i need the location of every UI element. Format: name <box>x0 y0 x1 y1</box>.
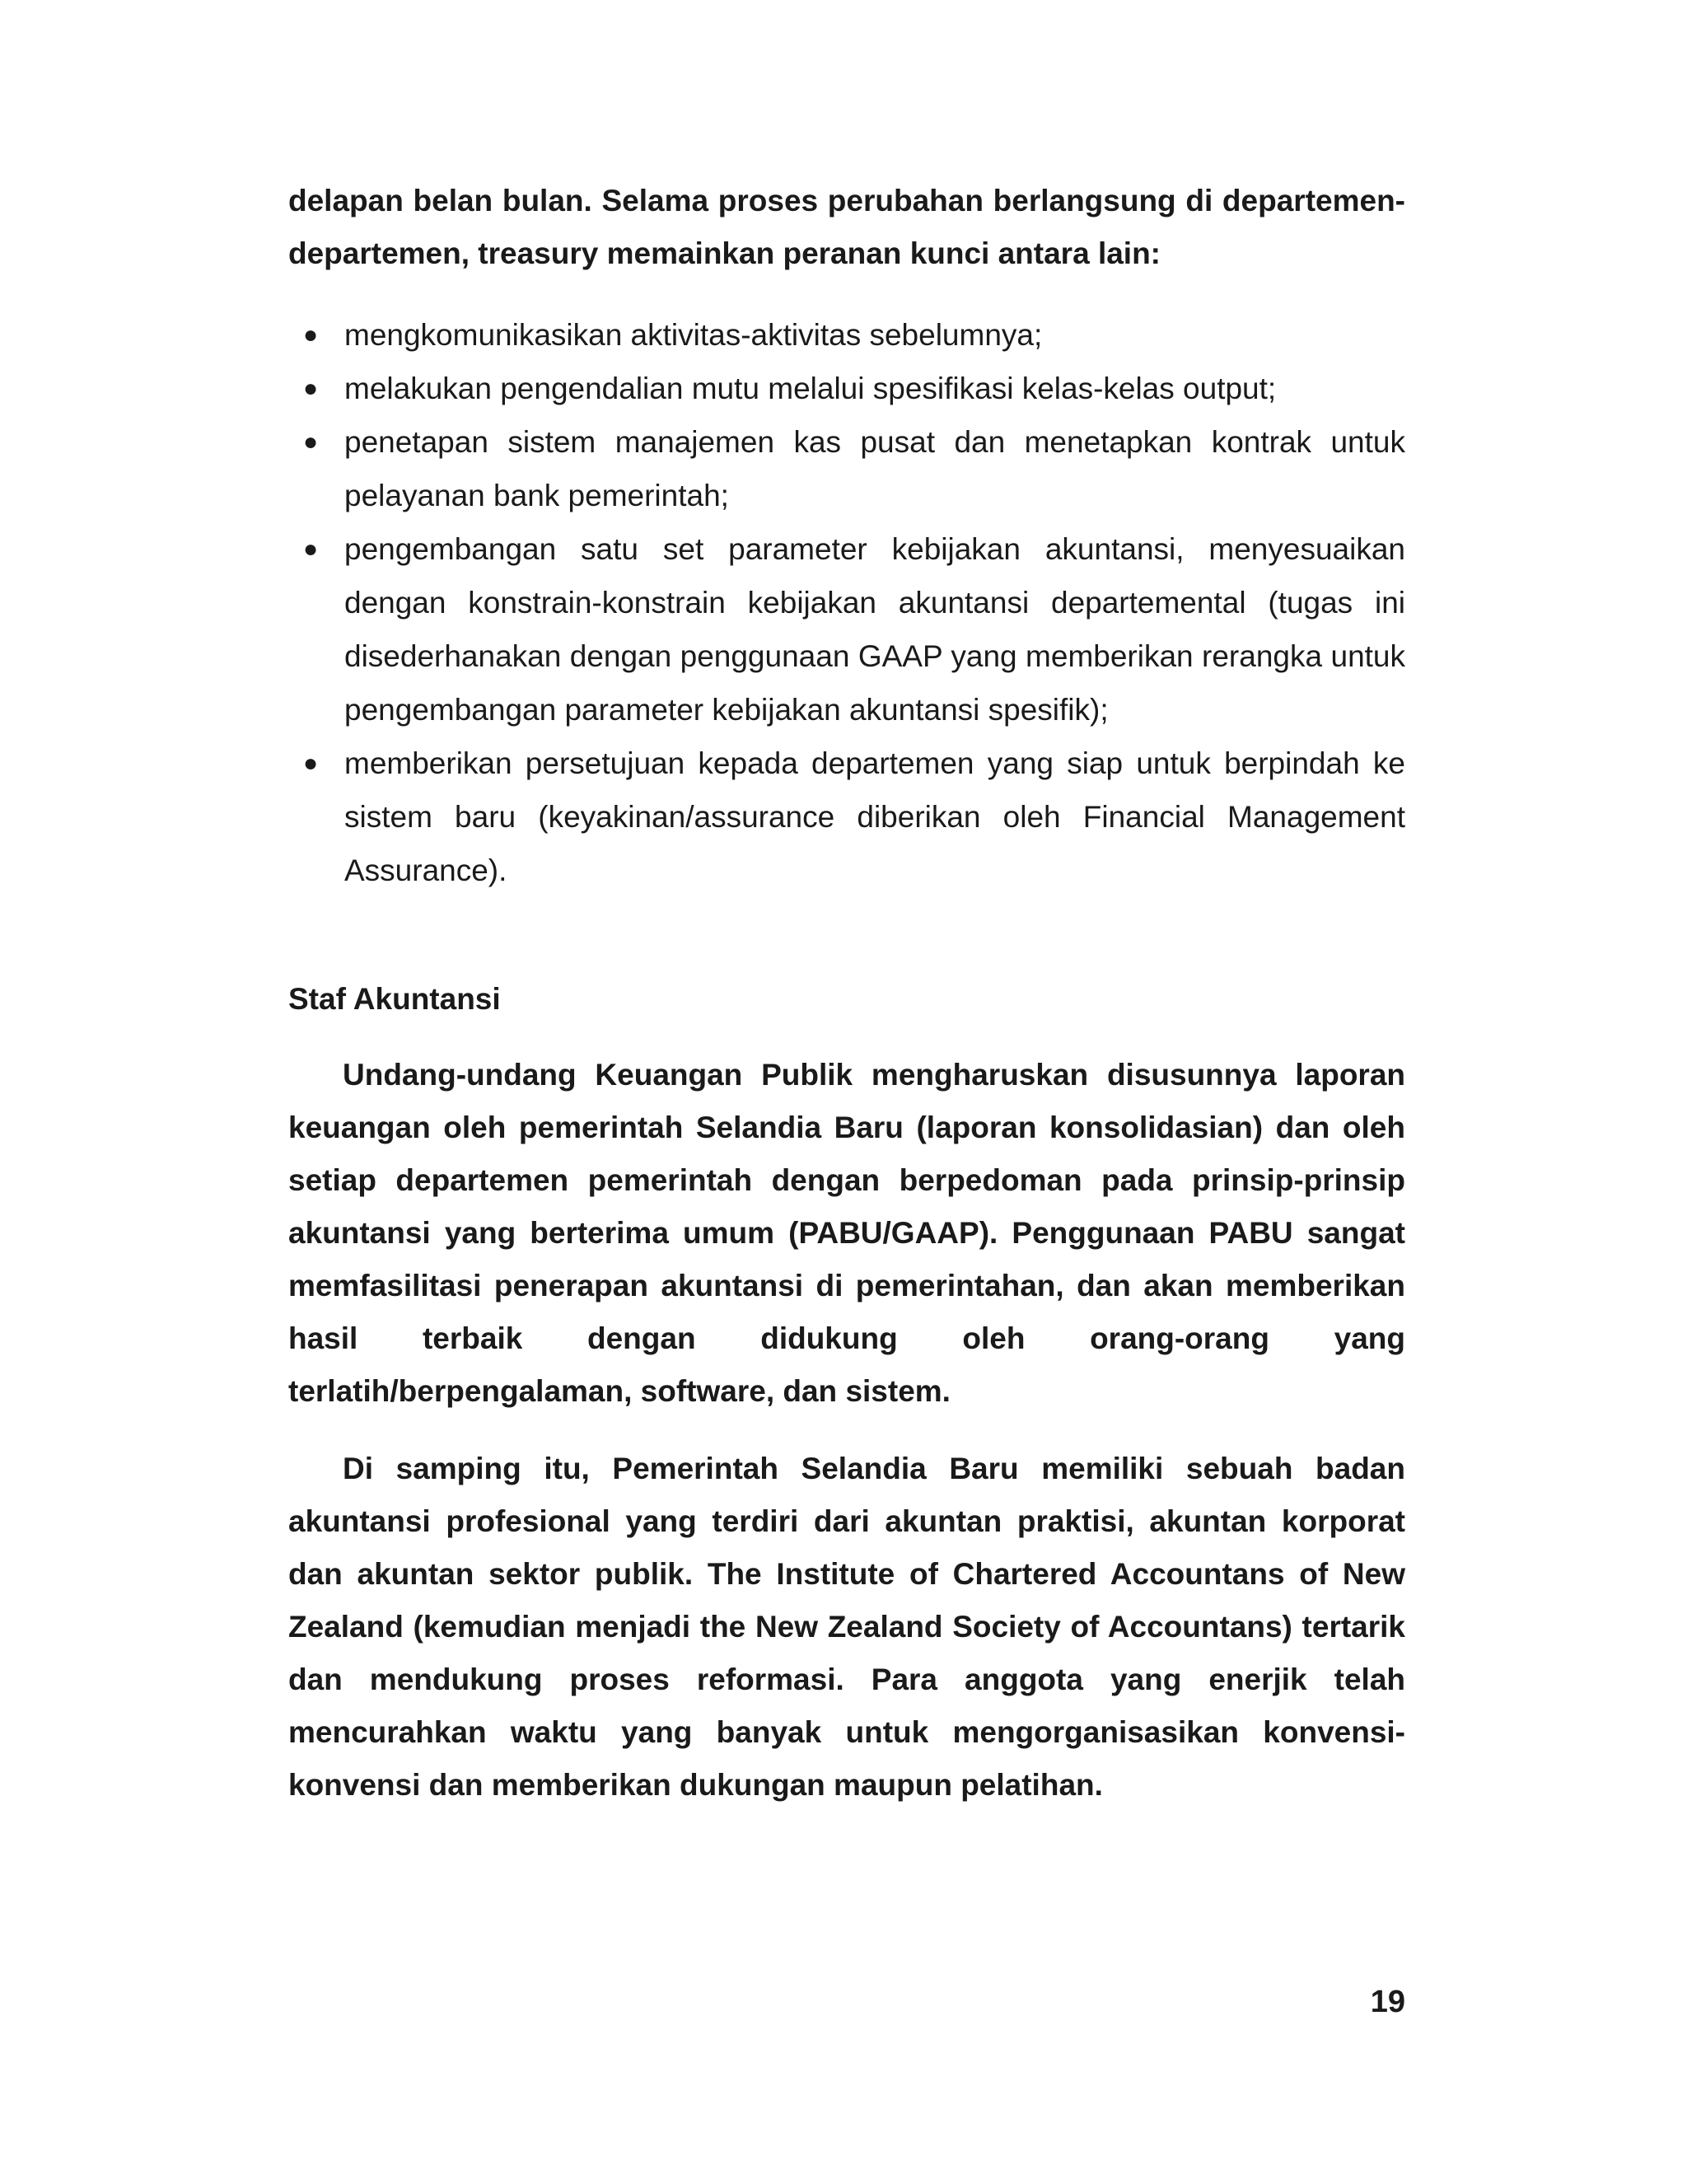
page-number: 19 <box>1370 1985 1405 2019</box>
bullet-dot-icon: ● <box>303 535 319 563</box>
bullet-text: memberikan persetujuan kepada departemen yang siap untuk berpindah ke sistem baru (keyakinan/assurance diberikan oleh Financial Management Assurance). <box>344 746 1405 887</box>
intro-line-2: departemen, treasury memainkan peranan kunci antara lain: <box>288 236 1161 270</box>
bullet-dot-icon: ● <box>303 375 319 402</box>
bullet-item <box>288 415 1405 522</box>
bullet-dot-icon: ● <box>303 321 319 348</box>
section-heading: Staf Akuntansi <box>288 982 501 1016</box>
bullet-text: mengkomunikasikan aktivitas-aktivitas sebelumnya; <box>344 318 1043 352</box>
page-content <box>288 175 1405 1812</box>
bullet-item <box>288 737 1405 897</box>
bullet-item <box>288 522 1405 737</box>
bullet-text: pengembangan satu set parameter kebijakan akuntansi, menyesuaikan dengan konstrain-konstrain kebijakan akuntansi departemental (tugas ini disederhanakan dengan penggunaan GAAP yang memberikan rerangka untuk pengembangan parameter kebijakan akuntansi spesifik); <box>344 532 1405 727</box>
bullet-item <box>288 362 1405 415</box>
body-paragraph-2: Di samping itu, Pemerintah Selandia Baru memiliki sebuah badan akuntansi profesional yang terdiri dari akuntan praktisi, akuntan korporat dan akuntan sektor publik. The Institute of Chartered Accountans of New Zealand (kemudian menjadi the New Zealand Society of Accountans) tertarik dan mendukung proses reformasi. Para anggota yang enerjik telah mencurahkan waktu yang banyak untuk mengorganisasikan konvensi-konvensi dan memberikan dukungan maupun pelatihan. <box>288 1452 1405 1802</box>
body-paragraph-1: Undang-undang Keuangan Publik mengharuskan disusunnya laporan keuangan oleh pemerintah Selandia Baru (laporan konsolidasian) dan oleh setiap departemen pemerintah dengan berpedoman pada prinsip-prinsip akuntansi yang berterima umum (PABU/GAAP). Penggunaan PABU sangat memfasilitasi penerapan akuntansi di pemerintahan, dan akan memberikan hasil terbaik dengan didukung oleh orang-orang yang terlatih/berpengalaman, software, dan sistem. <box>288 1058 1405 1408</box>
bullet-dot-icon: ● <box>303 428 319 456</box>
bullet-text: melakukan pengendalian mutu melalui spesifikasi kelas-kelas output; <box>344 372 1277 405</box>
bullet-dot-icon: ● <box>303 750 319 777</box>
bullet-list <box>288 308 1405 897</box>
bullet-text: penetapan sistem manajemen kas pusat dan menetapkan kontrak untuk pelayanan bank pemerintah; <box>344 425 1405 512</box>
intro-paragraph <box>288 175 1405 280</box>
intro-line-1: delapan belan bulan. Selama proses perubahan berlangsung di departemen- <box>288 184 1405 217</box>
bullet-item <box>288 308 1405 362</box>
